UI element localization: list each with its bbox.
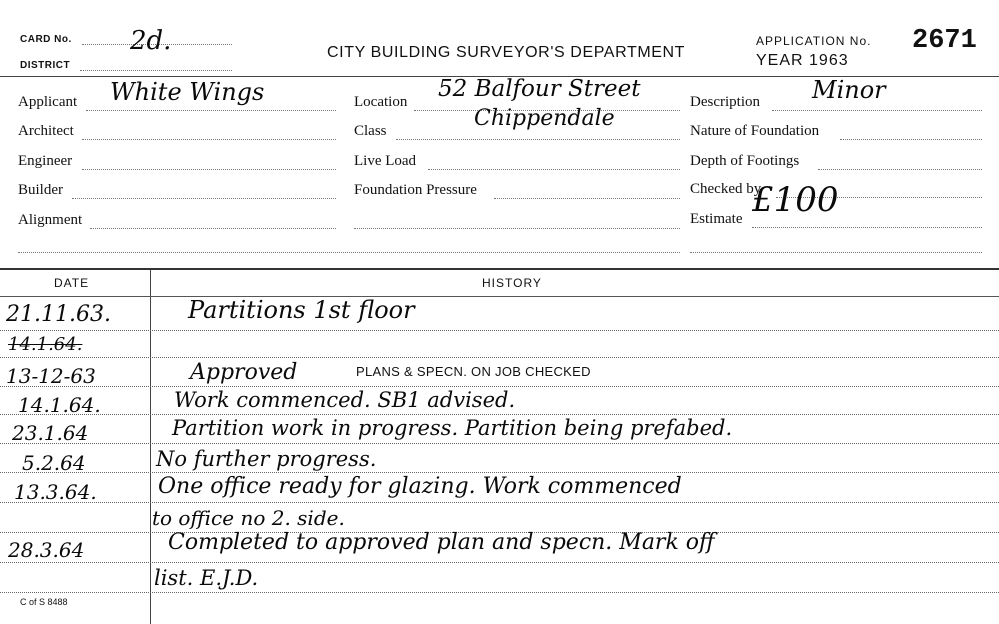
nature-of-foundation-line [840,139,982,140]
location-value-suburb: Chippendale [474,106,615,131]
history-date: 23.1.64 [12,421,89,445]
year-label: YEAR 1963 [756,52,849,69]
ruled-line [0,330,999,331]
history-entry: No further progress. [156,447,377,471]
applicant-value: White Wings [110,78,265,106]
history-date: 14.1.64. [18,393,101,417]
history-entry: list. E.J.D. [154,566,259,590]
district-label: DISTRICT [20,60,71,71]
history-column-header: HISTORY [482,276,542,290]
history-date: 5.2.64 [22,451,86,475]
history-entry: Work commenced. SB1 advised. [174,388,516,412]
card-no-label: CARD No. [20,34,72,45]
ruled-line [0,443,999,444]
checked-by-label: Checked by [690,181,762,197]
ruled-line [0,472,999,473]
estimate-line [752,227,982,228]
history-printed-stamp: PLANS & SPECN. ON JOB CHECKED [356,364,591,379]
form-code: C of S 8488 [20,597,68,607]
foundation-pressure-label: Foundation Pressure [354,182,477,198]
class-line [396,139,680,140]
alignment-line [90,228,336,229]
estimate-label: Estimate [690,211,743,227]
history-date: 21.11.63. [6,302,111,327]
date-column-header: DATE [54,276,90,290]
description-label: Description [690,94,760,110]
history-entry: Completed to approved plan and specn. Mark off [168,530,715,555]
location-value-street: 52 Balfour Street [438,76,641,102]
description-value: Minor [812,76,886,104]
card-no-value: 2d. [130,26,172,56]
architect-line [82,139,336,140]
middle-extra-line [354,228,680,229]
date-column-divider [150,270,151,624]
history-date: 13-12-63 [6,364,96,388]
ruled-line [0,414,999,415]
ruled-line [0,562,999,563]
builder-line [72,198,336,199]
depth-of-footings-label: Depth of Footings [690,153,800,169]
application-number: 2671 [912,26,977,56]
location-label: Location [354,94,408,110]
history-entry: Approved [190,360,298,385]
live-load-line [428,169,680,170]
right-extra-line [690,252,982,253]
history-entry: Partition work in progress. Partition being prefabed. [172,416,733,440]
engineer-line [82,169,336,170]
ruled-line [0,502,999,503]
district-line [80,70,232,71]
estimate-value: £100 [752,180,839,220]
history-entry: One office ready for glazing. Work commenced [158,474,682,499]
live-load-label: Live Load [354,153,417,169]
ruled-line [0,386,999,387]
application-label: APPLICATION No. [756,34,872,48]
alignment-label: Alignment [18,212,83,228]
class-label: Class [354,123,387,139]
bottom-field-line [18,252,680,253]
history-entry: to office no 2. side. [152,506,345,530]
description-line [772,110,982,111]
applicant-label: Applicant [18,94,78,110]
history-date: 28.3.64 [8,538,85,562]
ruled-line [0,357,999,358]
nature-of-foundation-label: Nature of Foundation [690,123,820,139]
history-date-struck: 14.1.64. [8,334,83,355]
depth-of-footings-line [818,169,982,170]
history-header-rule [0,296,999,297]
ruled-line [0,592,999,593]
history-entry: Partitions 1st floor [188,296,415,324]
architect-label: Architect [18,123,74,139]
department-title: CITY BUILDING SURVEYOR'S DEPARTMENT [327,44,686,61]
history-date: 13.3.64. [14,480,97,504]
foundation-pressure-line [494,198,680,199]
applicant-line [86,110,336,111]
builder-label: Builder [18,182,63,198]
engineer-label: Engineer [18,153,73,169]
